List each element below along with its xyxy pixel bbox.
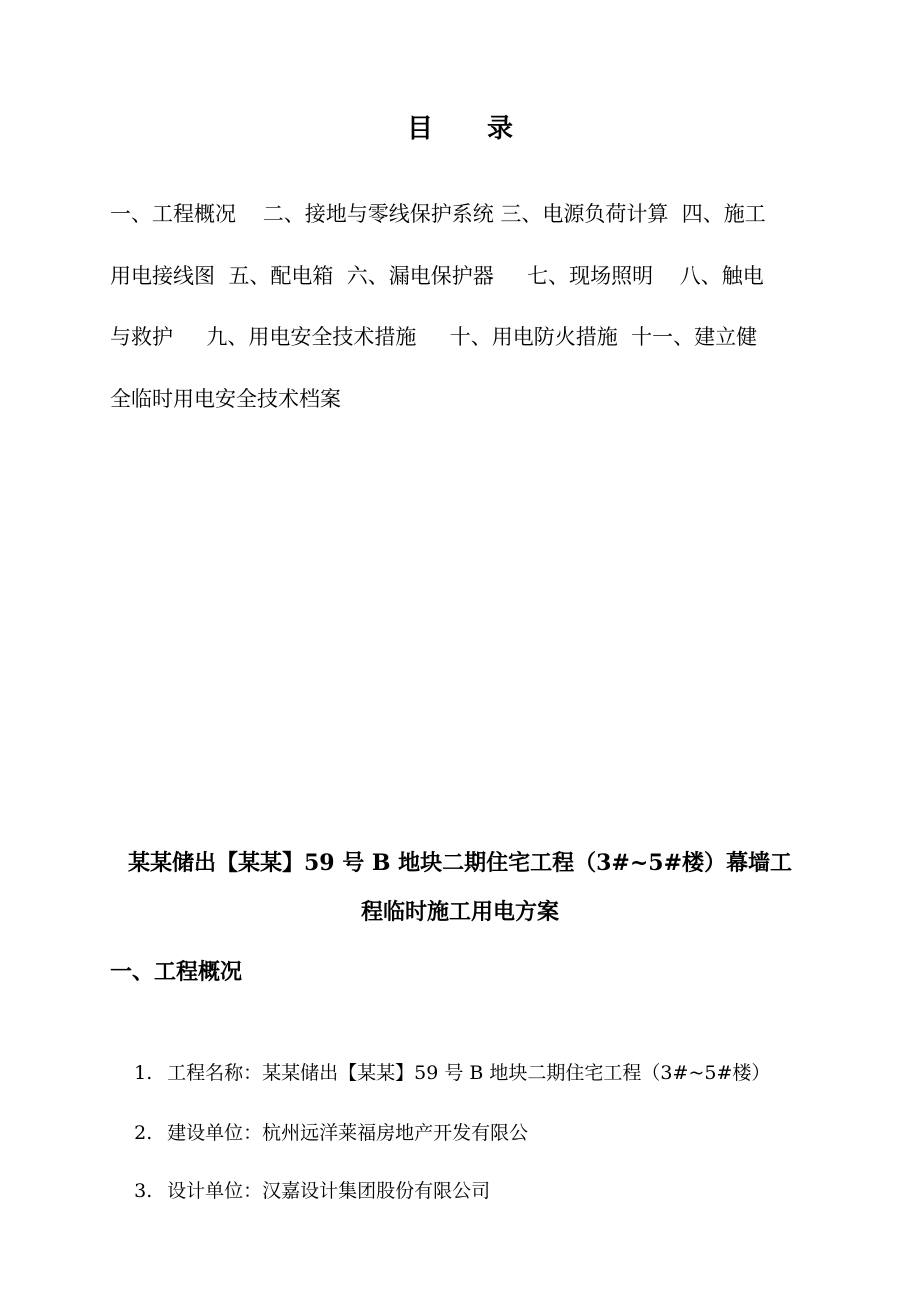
list-item-text: 工程名称：某某储出【某某】59 号 B 地块二期住宅工程（3#~5#楼） <box>167 1062 771 1084</box>
toc-line-3: 与救护 九、用电安全技术措施 十、用电防火措施 十一、建立健 <box>110 325 758 349</box>
toc-line-1: 一、工程概况 二、接地与零线保护系统 三、电源负荷计算 四、施工 <box>110 202 766 226</box>
toc-line-2: 用电接线图 五、配电箱 六、漏电保护器 七、现场照明 八、触电 <box>110 264 764 288</box>
toc-title <box>0 108 920 145</box>
document-title-line-1: 某某储出【某某】59 号 B 地块二期住宅工程（3#~5#楼）幕墙工 <box>127 850 793 876</box>
list-item-text: 设计单位：汉嘉设计集团股份有限公司 <box>167 1180 491 1202</box>
list-item-text: 建设单位：杭州远洋莱福房地产开发有限公 <box>167 1122 529 1144</box>
list-item-number: 3. <box>134 1180 153 1202</box>
toc-title-char-2: 录 <box>487 114 514 144</box>
section-heading: 一、工程概况 <box>110 960 243 985</box>
list-item-number: 2. <box>134 1122 153 1144</box>
list-item-number: 1. <box>134 1062 153 1084</box>
list-item <box>110 1149 490 1233</box>
toc-line-4: 全临时用电安全技术档案 <box>110 387 341 411</box>
document-title-line-2: 程临时施工用电方案 <box>360 899 559 925</box>
toc-title-char-1: 目 <box>406 114 433 144</box>
